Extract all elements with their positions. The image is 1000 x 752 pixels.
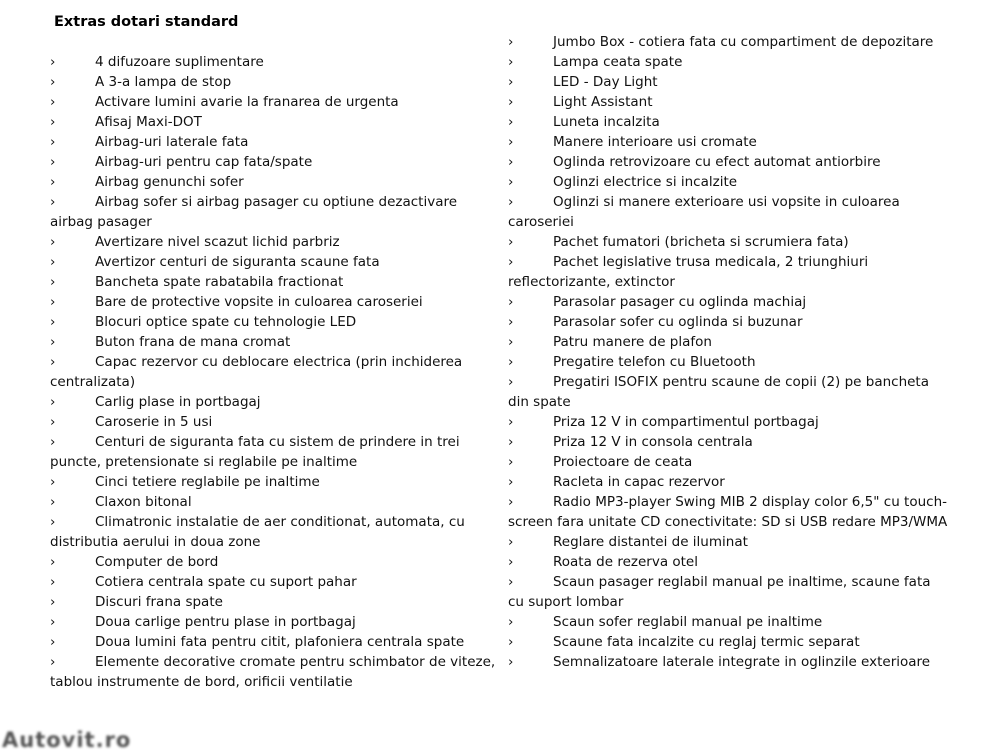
chevron-bullet: › bbox=[508, 294, 514, 310]
chevron-bullet: › bbox=[508, 354, 514, 370]
list-item bbox=[508, 292, 950, 312]
chevron-bullet: › bbox=[50, 614, 56, 630]
list-item bbox=[50, 192, 498, 232]
feature-text: Buton frana de mana cromat bbox=[95, 334, 291, 350]
feature-text: Patru manere de plafon bbox=[553, 334, 712, 350]
list-item bbox=[50, 132, 498, 152]
list-item bbox=[50, 592, 498, 612]
feature-text: 4 difuzoare suplimentare bbox=[95, 54, 264, 70]
feature-text: Priza 12 V in compartimentul portbagaj bbox=[553, 414, 819, 430]
equipment-column-right bbox=[508, 12, 950, 692]
feature-text: Light Assistant bbox=[553, 94, 653, 110]
list-item bbox=[50, 152, 498, 172]
feature-text: Roata de rezerva otel bbox=[553, 554, 698, 570]
feature-text: Avertizare nivel scazut lichid parbriz bbox=[95, 234, 340, 250]
feature-text: Blocuri optice spate cu tehnologie LED bbox=[95, 314, 357, 330]
list-item bbox=[508, 52, 950, 72]
list-item bbox=[50, 92, 498, 112]
chevron-bullet: › bbox=[508, 614, 514, 630]
chevron-bullet: › bbox=[50, 394, 56, 410]
feature-text: Cinci tetiere reglabile pe inaltime bbox=[95, 474, 320, 490]
chevron-bullet: › bbox=[508, 34, 514, 50]
list-item bbox=[50, 312, 498, 332]
chevron-bullet: › bbox=[50, 174, 56, 190]
list-item bbox=[50, 172, 498, 192]
list-item bbox=[508, 572, 950, 612]
chevron-bullet: › bbox=[50, 554, 56, 570]
feature-text: Jumbo Box - cotiera fata cu compartiment de depozitare bbox=[553, 34, 934, 50]
feature-text: Elemente decorative cromate pentru schimbator de viteze, tablou instrumente de bord, orificii ventilatie bbox=[50, 654, 496, 690]
list-item bbox=[50, 392, 498, 412]
feature-text: A 3-a lampa de stop bbox=[95, 74, 232, 90]
chevron-bullet: › bbox=[50, 234, 56, 250]
equipment-list-right bbox=[508, 32, 950, 672]
list-item bbox=[508, 412, 950, 432]
feature-text: Luneta incalzita bbox=[553, 114, 660, 130]
chevron-bullet: › bbox=[50, 474, 56, 490]
feature-text: Airbag genunchi sofer bbox=[95, 174, 244, 190]
list-item bbox=[508, 492, 950, 532]
list-item bbox=[50, 472, 498, 492]
feature-text: Pachet legislative trusa medicala, 2 triunghiuri reflectorizante, extinctor bbox=[508, 254, 869, 290]
feature-text: Scaun pasager reglabil manual pe inaltime, scaune fata cu suport lombar bbox=[508, 574, 931, 610]
feature-text: Scaun sofer reglabil manual pe inaltime bbox=[553, 614, 823, 630]
list-item bbox=[508, 132, 950, 152]
list-item bbox=[50, 572, 498, 592]
watermark: Autovit.ro bbox=[2, 728, 132, 752]
chevron-bullet: › bbox=[50, 94, 56, 110]
chevron-bullet: › bbox=[508, 374, 514, 390]
chevron-bullet: › bbox=[508, 154, 514, 170]
feature-text: Proiectoare de ceata bbox=[553, 454, 693, 470]
feature-text: Oglinda retrovizoare cu efect automat antiorbire bbox=[553, 154, 881, 170]
list-item bbox=[508, 112, 950, 132]
feature-text: Claxon bitonal bbox=[95, 494, 192, 510]
chevron-bullet: › bbox=[50, 134, 56, 150]
chevron-bullet: › bbox=[508, 94, 514, 110]
list-item bbox=[508, 532, 950, 552]
list-item bbox=[508, 432, 950, 452]
feature-text: Avertizor centuri de siguranta scaune fata bbox=[95, 254, 380, 270]
chevron-bullet: › bbox=[50, 634, 56, 650]
chevron-bullet: › bbox=[50, 514, 56, 530]
list-item bbox=[508, 172, 950, 192]
chevron-bullet: › bbox=[508, 174, 514, 190]
chevron-bullet: › bbox=[50, 574, 56, 590]
list-item bbox=[50, 112, 498, 132]
feature-text: LED - Day Light bbox=[553, 74, 658, 90]
list-item bbox=[508, 452, 950, 472]
chevron-bullet: › bbox=[508, 474, 514, 490]
list-item bbox=[50, 512, 498, 552]
feature-text: Bare de protective vopsite in culoarea caroseriei bbox=[95, 294, 423, 310]
feature-text: Radio MP3-player Swing MIB 2 display color 6,5" cu touch-screen fara unitate CD conectivitate: SD si USB redare MP3/WMA bbox=[508, 494, 948, 530]
chevron-bullet: › bbox=[508, 534, 514, 550]
feature-text: Doua lumini fata pentru citit, plafoniera centrala spate bbox=[95, 634, 465, 650]
list-item bbox=[508, 352, 950, 372]
feature-text: Climatronic instalatie de aer conditionat, automata, cu distributia aerului in doua zone bbox=[50, 514, 465, 550]
feature-text: Airbag-uri pentru cap fata/spate bbox=[95, 154, 313, 170]
feature-text: Airbag-uri laterale fata bbox=[95, 134, 249, 150]
list-item bbox=[508, 152, 950, 172]
chevron-bullet: › bbox=[508, 254, 514, 270]
page-title: Extras dotari standard bbox=[54, 14, 239, 30]
feature-text: Priza 12 V in consola centrala bbox=[553, 434, 753, 450]
chevron-bullet: › bbox=[50, 74, 56, 90]
list-item bbox=[508, 32, 950, 52]
chevron-bullet: › bbox=[508, 494, 514, 510]
feature-text: Pregatire telefon cu Bluetooth bbox=[553, 354, 756, 370]
list-item bbox=[508, 192, 950, 232]
list-item bbox=[508, 232, 950, 252]
list-item bbox=[508, 312, 950, 332]
list-item bbox=[508, 552, 950, 572]
chevron-bullet: › bbox=[50, 434, 56, 450]
chevron-bullet: › bbox=[508, 334, 514, 350]
feature-text: Cotiera centrala spate cu suport pahar bbox=[95, 574, 357, 590]
list-item bbox=[508, 612, 950, 632]
list-item bbox=[50, 332, 498, 352]
equipment-list-left bbox=[50, 52, 498, 692]
list-item bbox=[508, 632, 950, 652]
list-item bbox=[508, 252, 950, 292]
chevron-bullet: › bbox=[508, 234, 514, 250]
chevron-bullet: › bbox=[50, 194, 56, 210]
chevron-bullet: › bbox=[508, 74, 514, 90]
list-item bbox=[50, 52, 498, 72]
chevron-bullet: › bbox=[508, 134, 514, 150]
feature-text: Activare lumini avarie la franarea de urgenta bbox=[95, 94, 399, 110]
feature-text: Discuri frana spate bbox=[95, 594, 223, 610]
chevron-bullet: › bbox=[508, 194, 514, 210]
feature-text: Airbag sofer si airbag pasager cu optiune dezactivare airbag pasager bbox=[50, 194, 458, 230]
chevron-bullet: › bbox=[50, 114, 56, 130]
feature-text: Manere interioare usi cromate bbox=[553, 134, 757, 150]
list-item bbox=[50, 72, 498, 92]
feature-text: Lampa ceata spate bbox=[553, 54, 683, 70]
list-item bbox=[50, 232, 498, 252]
chevron-bullet: › bbox=[50, 334, 56, 350]
chevron-bullet: › bbox=[508, 114, 514, 130]
chevron-bullet: › bbox=[50, 294, 56, 310]
list-item bbox=[50, 252, 498, 272]
chevron-bullet: › bbox=[50, 414, 56, 430]
chevron-bullet: › bbox=[508, 634, 514, 650]
feature-text: Centuri de siguranta fata cu sistem de prindere in trei puncte, pretensionate si reglabile pe inaltime bbox=[50, 434, 460, 470]
chevron-bullet: › bbox=[508, 454, 514, 470]
list-item bbox=[50, 412, 498, 432]
chevron-bullet: › bbox=[50, 314, 56, 330]
chevron-bullet: › bbox=[50, 594, 56, 610]
equipment-column-left bbox=[50, 12, 498, 692]
list-item bbox=[50, 552, 498, 572]
feature-text: Parasolar sofer cu oglinda si buzunar bbox=[553, 314, 803, 330]
feature-text: Oglinzi electrice si incalzite bbox=[553, 174, 738, 190]
feature-text: Capac rezervor cu deblocare electrica (prin inchiderea centralizata) bbox=[50, 354, 463, 390]
chevron-bullet: › bbox=[508, 434, 514, 450]
feature-text: Computer de bord bbox=[95, 554, 219, 570]
list-item bbox=[508, 372, 950, 412]
feature-text: Carlig plase in portbagaj bbox=[95, 394, 261, 410]
feature-text: Caroserie in 5 usi bbox=[95, 414, 213, 430]
list-item bbox=[50, 292, 498, 312]
list-item bbox=[508, 332, 950, 352]
chevron-bullet: › bbox=[50, 654, 56, 670]
feature-text: Pachet fumatori (bricheta si scrumiera fata) bbox=[553, 234, 849, 250]
list-item bbox=[50, 632, 498, 652]
feature-text: Semnalizatoare laterale integrate in oglinzile exterioare bbox=[553, 654, 931, 670]
list-item bbox=[50, 652, 498, 692]
feature-text: Oglinzi si manere exterioare usi vopsite in culoarea caroseriei bbox=[508, 194, 900, 230]
list-item bbox=[50, 352, 498, 392]
chevron-bullet: › bbox=[50, 254, 56, 270]
list-item bbox=[508, 92, 950, 112]
feature-text: Parasolar pasager cu oglinda machiaj bbox=[553, 294, 807, 310]
chevron-bullet: › bbox=[50, 54, 56, 70]
list-item bbox=[508, 652, 950, 672]
chevron-bullet: › bbox=[508, 314, 514, 330]
list-item bbox=[50, 492, 498, 512]
chevron-bullet: › bbox=[50, 274, 56, 290]
feature-text: Reglare distantei de iluminat bbox=[553, 534, 748, 550]
feature-text: Bancheta spate rabatabila fractionat bbox=[95, 274, 344, 290]
list-item bbox=[508, 72, 950, 92]
chevron-bullet: › bbox=[508, 574, 514, 590]
list-item bbox=[50, 272, 498, 292]
chevron-bullet: › bbox=[50, 354, 56, 370]
feature-text: Racleta in capac rezervor bbox=[553, 474, 725, 490]
feature-text: Scaune fata incalzite cu reglaj termic separat bbox=[553, 634, 860, 650]
chevron-bullet: › bbox=[50, 154, 56, 170]
list-item bbox=[508, 472, 950, 492]
feature-text: Pregatiri ISOFIX pentru scaune de copii (2) pe bancheta din spate bbox=[508, 374, 930, 410]
list-item bbox=[50, 432, 498, 472]
chevron-bullet: › bbox=[508, 554, 514, 570]
feature-text: Doua carlige pentru plase in portbagaj bbox=[95, 614, 356, 630]
chevron-bullet: › bbox=[508, 414, 514, 430]
list-item bbox=[50, 612, 498, 632]
chevron-bullet: › bbox=[50, 494, 56, 510]
feature-text: Afisaj Maxi-DOT bbox=[95, 114, 202, 130]
chevron-bullet: › bbox=[508, 54, 514, 70]
chevron-bullet: › bbox=[508, 654, 514, 670]
